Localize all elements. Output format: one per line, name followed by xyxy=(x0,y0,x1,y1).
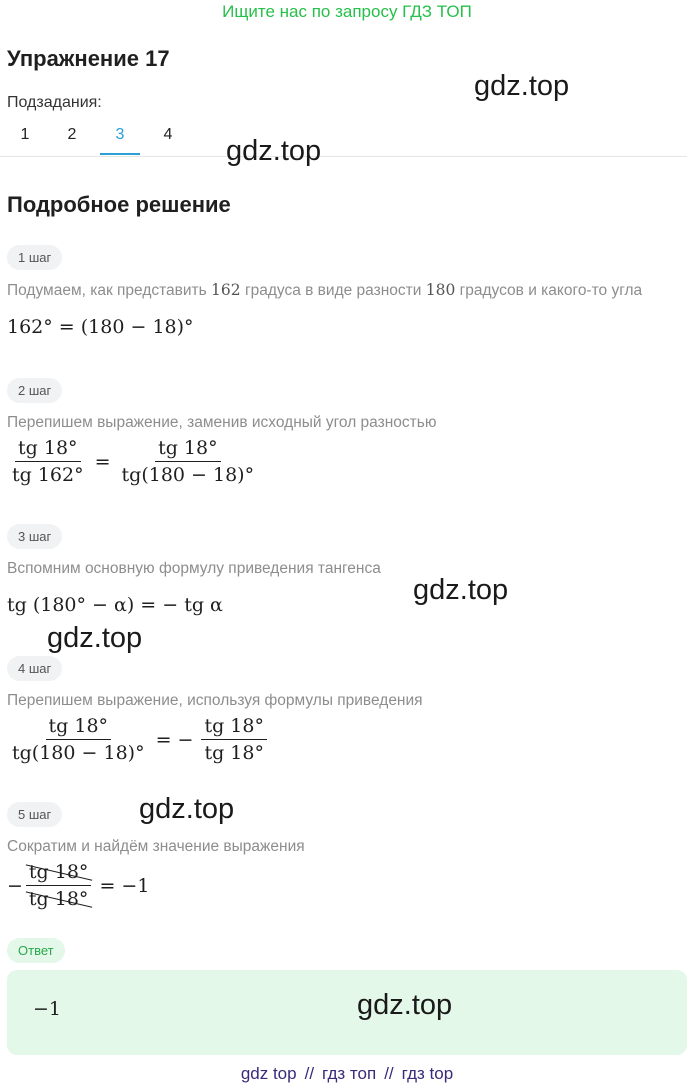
watermark: gdz.top xyxy=(413,574,509,606)
watermark: gdz.top xyxy=(226,135,322,167)
watermark: gdz.top xyxy=(474,70,570,102)
step-5-badge: 5 шаг xyxy=(7,802,62,827)
step-1-formula: 162° = (180 − 18)° xyxy=(7,316,194,338)
page-title: Упражнение 17 xyxy=(7,46,170,71)
step-2-badge: 2 шаг xyxy=(7,378,62,403)
watermark: gdz.top xyxy=(357,989,453,1021)
footer-separator: // xyxy=(304,1064,315,1083)
step-5-formula: − $\frac{tg 18^\circ}{tg 18^\circ}$ = −1 xyxy=(7,861,150,910)
step-3-text: Вспомним основную формулу приведения тангенса xyxy=(7,560,381,577)
active-tab-indicator xyxy=(100,153,140,155)
tab-subtask-4[interactable]: 4 xyxy=(163,126,173,143)
answer-value: −1 xyxy=(33,998,62,1020)
subtasks-label: Подзадания: xyxy=(7,94,102,111)
subtask-tabs xyxy=(0,118,687,157)
step-3-badge: 3 шаг xyxy=(7,524,62,549)
section-title: Подробное решение xyxy=(7,192,231,217)
step-4-text: Перепишем выражение, используя формулы приведения xyxy=(7,692,423,709)
cancelled-denominator: tg 18° xyxy=(28,888,89,910)
step-1-badge: 1 шаг xyxy=(7,245,62,270)
answer-badge: Ответ xyxy=(7,938,65,963)
footer-separator: // xyxy=(384,1064,394,1083)
step-4-badge: 4 шаг xyxy=(7,656,62,681)
step-3-formula: tg (180° − α) = − tg α xyxy=(7,594,223,616)
tab-subtask-2[interactable]: 2 xyxy=(67,126,77,143)
footer-links xyxy=(0,1064,694,1084)
cancelled-numerator: tg 18° xyxy=(28,861,89,883)
footer-link-gdz-top[interactable]: gdz top xyxy=(240,1064,297,1083)
watermark: gdz.top xyxy=(47,622,143,654)
step-1-text: Подумаем, как представить 162 градуса в виде разности 180 градусов и какого-то угла xyxy=(7,281,643,299)
step-4-formula: $\frac{tg 18^\circ}{tg(180 - 18)^\circ}$ = − $\frac{tg 18^\circ}{tg 18^\circ}$ xyxy=(7,715,269,764)
step-5-text: Сократим и найдём значение выражения xyxy=(7,838,305,855)
footer-link-gdz-top-mixed[interactable]: гдз top xyxy=(401,1064,454,1083)
step-2-text: Перепишем выражение, заменив исходный угол разностью xyxy=(7,414,437,431)
step-2-formula: $\frac{tg 18^\circ}{tg 162^\circ}$ = $\frac{tg 18^\circ}{tg(180 - 18)^\circ}$ xyxy=(12,437,255,486)
footer-link-gdz-top-ru[interactable]: гдз топ xyxy=(322,1064,377,1083)
tab-subtask-3[interactable]: 3 xyxy=(115,126,125,143)
watermark: gdz.top xyxy=(139,793,235,825)
top-banner: Ищите нас по запросу ГДЗ ТОП xyxy=(222,2,472,21)
tab-subtask-1[interactable]: 1 xyxy=(20,126,30,143)
answer-box xyxy=(7,970,687,1055)
